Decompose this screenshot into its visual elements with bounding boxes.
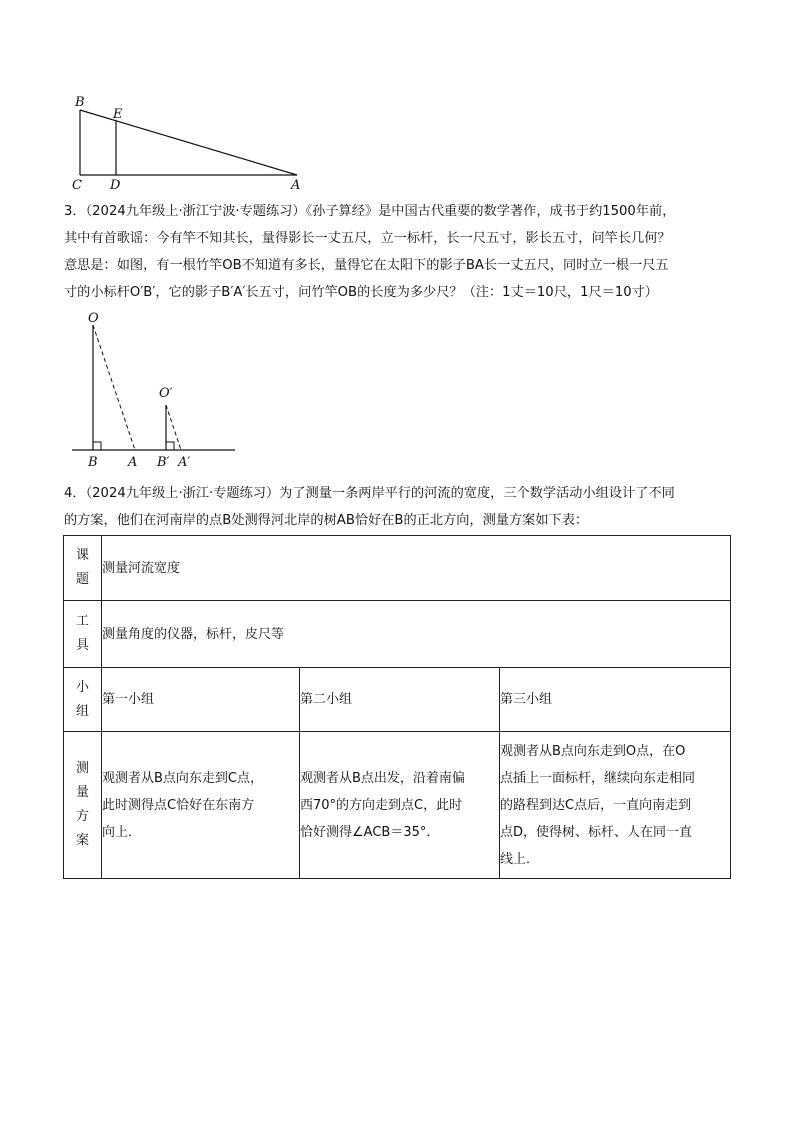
label-b: B: [88, 455, 98, 470]
table-row-tools: [64, 601, 731, 668]
label-b: B: [75, 95, 85, 110]
problem-4-text: [64, 480, 744, 534]
group-3-label: 第三小组: [500, 668, 731, 732]
label-o: O: [88, 311, 99, 326]
problem-3-line: 寸的小标杆O′B′，它的影子B′A′长五寸，问竹竿OB的长度为多少尺？（注：1丈＝10尺，1尺＝10寸）: [64, 285, 658, 300]
table-row-plan: [64, 732, 731, 879]
row-header-plan: 测 量 方 案: [64, 732, 102, 879]
plan-group-1: 观测者从B点向东走到C点， 此时测得点C恰好在东南方 向上．: [102, 732, 300, 879]
row-header-tools: 工 具: [64, 601, 102, 668]
label-b-prime: B′: [157, 455, 170, 470]
plan-group-3: 观测者从B点向东走到O点，在O 点插上一面标杆，继续向东走相同 的路程到达C点后，一直向南走到 点D，使得树、标杆、人在同一直 线上．: [500, 732, 731, 879]
problem-3-line: 其中有首歌谣：今有竿不知其长，量得影长一丈五尺，立一标杆，长一尺五寸，影长五寸，问竿长几何？: [64, 231, 671, 246]
tools-value: 测量角度的仪器，标杆，皮尺等: [102, 601, 731, 668]
figure-triangle-bcd: [60, 90, 320, 195]
row-header-topic: 课 题: [64, 536, 102, 601]
label-a-prime: A′: [178, 455, 191, 470]
label-o-prime: O′: [159, 386, 173, 401]
plan-group-2: 观测者从B点出发，沿着南偏 西70°的方向走到点C，此时 恰好测得∠ACB＝35°．: [300, 732, 500, 879]
sun-ray-oa: [93, 325, 135, 450]
label-d: D: [110, 178, 121, 193]
figure-pole-shadow: [60, 305, 250, 470]
label-a: A: [128, 455, 138, 470]
right-angle-mark-b2: [166, 442, 174, 450]
problem-3-line: 意思是：如图，有一根竹竿OB不知道有多长，量得它在太阳下的影子BA长一丈五尺，同时立一根一尺五: [64, 258, 669, 273]
problem-3-line: 3．（2024九年级上·浙江宁波·专题练习）《孙子算经》是中国古代重要的数学著作，成书于约1500年前，: [64, 204, 676, 219]
right-angle-mark-b: [93, 442, 101, 450]
problem-3-text: [64, 198, 744, 306]
label-e: E: [113, 107, 123, 122]
label-c: C: [72, 178, 82, 193]
measurement-plan-table: [63, 535, 731, 879]
problem-4-line: 4．（2024九年级上·浙江·专题练习）为了测量一条两岸平行的河流的宽度，三个数学活动小组设计了不同: [64, 486, 675, 501]
table-row-groups: [64, 668, 731, 732]
topic-value: 测量河流宽度: [102, 536, 731, 601]
table-row-topic: [64, 536, 731, 601]
problem-4-line: 的方案，他们在河南岸的点B处测得河北岸的树AB恰好在B的正北方向，测量方案如下表：: [64, 513, 589, 528]
row-header-groups: 小 组: [64, 668, 102, 732]
group-1-label: 第一小组: [102, 668, 300, 732]
group-2-label: 第二小组: [300, 668, 500, 732]
label-a: A: [291, 178, 301, 193]
